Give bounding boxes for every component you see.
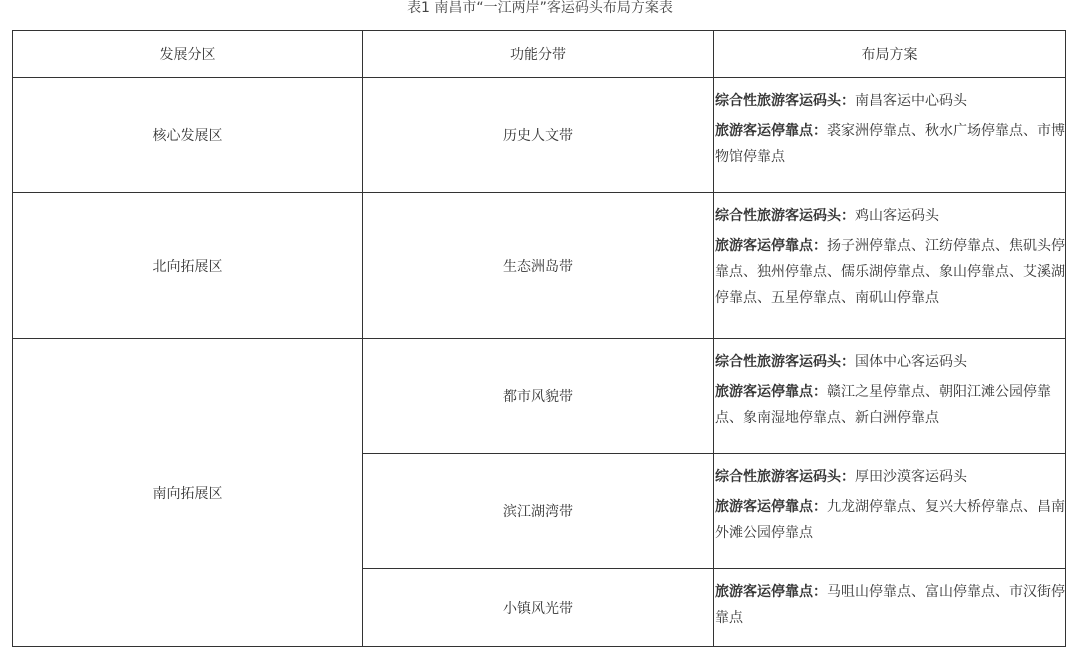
zone-cell: 核心发展区 bbox=[13, 78, 363, 193]
plan-label: 旅游客运停靠点： bbox=[715, 584, 827, 600]
band-cell: 历史人文带 bbox=[363, 78, 714, 193]
plan-text: 马咀山停靠点、富山停靠点、市汉街停靠点 bbox=[715, 584, 1065, 626]
header-plan: 布局方案 bbox=[714, 31, 1066, 78]
plan-text: 裘家洲停靠点、秋水广场停靠点、市博物馆停靠点 bbox=[715, 123, 1065, 165]
plan-text: 南昌客运中心码头 bbox=[855, 93, 967, 109]
plan-label: 综合性旅游客运码头： bbox=[715, 354, 855, 370]
band-cell: 都市风貌带 bbox=[363, 339, 714, 454]
plan-label: 综合性旅游客运码头： bbox=[715, 208, 855, 224]
plan-cell bbox=[714, 78, 1066, 193]
header-band: 功能分带 bbox=[363, 31, 714, 78]
plan-cell bbox=[714, 569, 1066, 647]
band-cell: 小镇风光带 bbox=[363, 569, 714, 647]
plan-cell bbox=[714, 339, 1066, 454]
plan-cell bbox=[714, 193, 1066, 339]
band-cell: 生态洲岛带 bbox=[363, 193, 714, 339]
plan-label: 综合性旅游客运码头： bbox=[715, 469, 855, 485]
plan-label: 旅游客运停靠点： bbox=[715, 499, 827, 515]
zone-cell: 南向拓展区 bbox=[13, 339, 363, 647]
table-caption: 表1 南昌市“一江两岸”客运码头布局方案表 bbox=[407, 0, 673, 16]
table-header-row bbox=[13, 31, 1066, 78]
plan-text: 赣江之星停靠点、朝阳江滩公园停靠点、象南湿地停靠点、新白洲停靠点 bbox=[715, 384, 1051, 426]
zone-cell: 北向拓展区 bbox=[13, 193, 363, 339]
table-row bbox=[13, 193, 1066, 339]
plan-label: 旅游客运停靠点： bbox=[715, 123, 827, 139]
plan-text: 鸡山客运码头 bbox=[855, 208, 939, 224]
table-row bbox=[13, 78, 1066, 193]
plan-cell bbox=[714, 454, 1066, 569]
plan-text: 厚田沙漠客运码头 bbox=[855, 469, 967, 485]
plan-text: 国体中心客运码头 bbox=[855, 354, 967, 370]
layout-plan-table bbox=[12, 30, 1066, 647]
band-cell: 滨江湖湾带 bbox=[363, 454, 714, 569]
plan-label: 旅游客运停靠点： bbox=[715, 238, 827, 254]
plan-label: 综合性旅游客运码头： bbox=[715, 93, 855, 109]
plan-label: 旅游客运停靠点： bbox=[715, 384, 827, 400]
plan-text: 九龙湖停靠点、复兴大桥停靠点、昌南外滩公园停靠点 bbox=[715, 499, 1065, 541]
plan-text: 扬子洲停靠点、江纺停靠点、焦矶头停靠点、独州停靠点、儒乐湖停靠点、象山停靠点、艾溪湖停靠点、五星停靠点、南矶山停靠点 bbox=[715, 238, 1065, 306]
header-zone: 发展分区 bbox=[13, 31, 363, 78]
table-row bbox=[13, 339, 1066, 454]
